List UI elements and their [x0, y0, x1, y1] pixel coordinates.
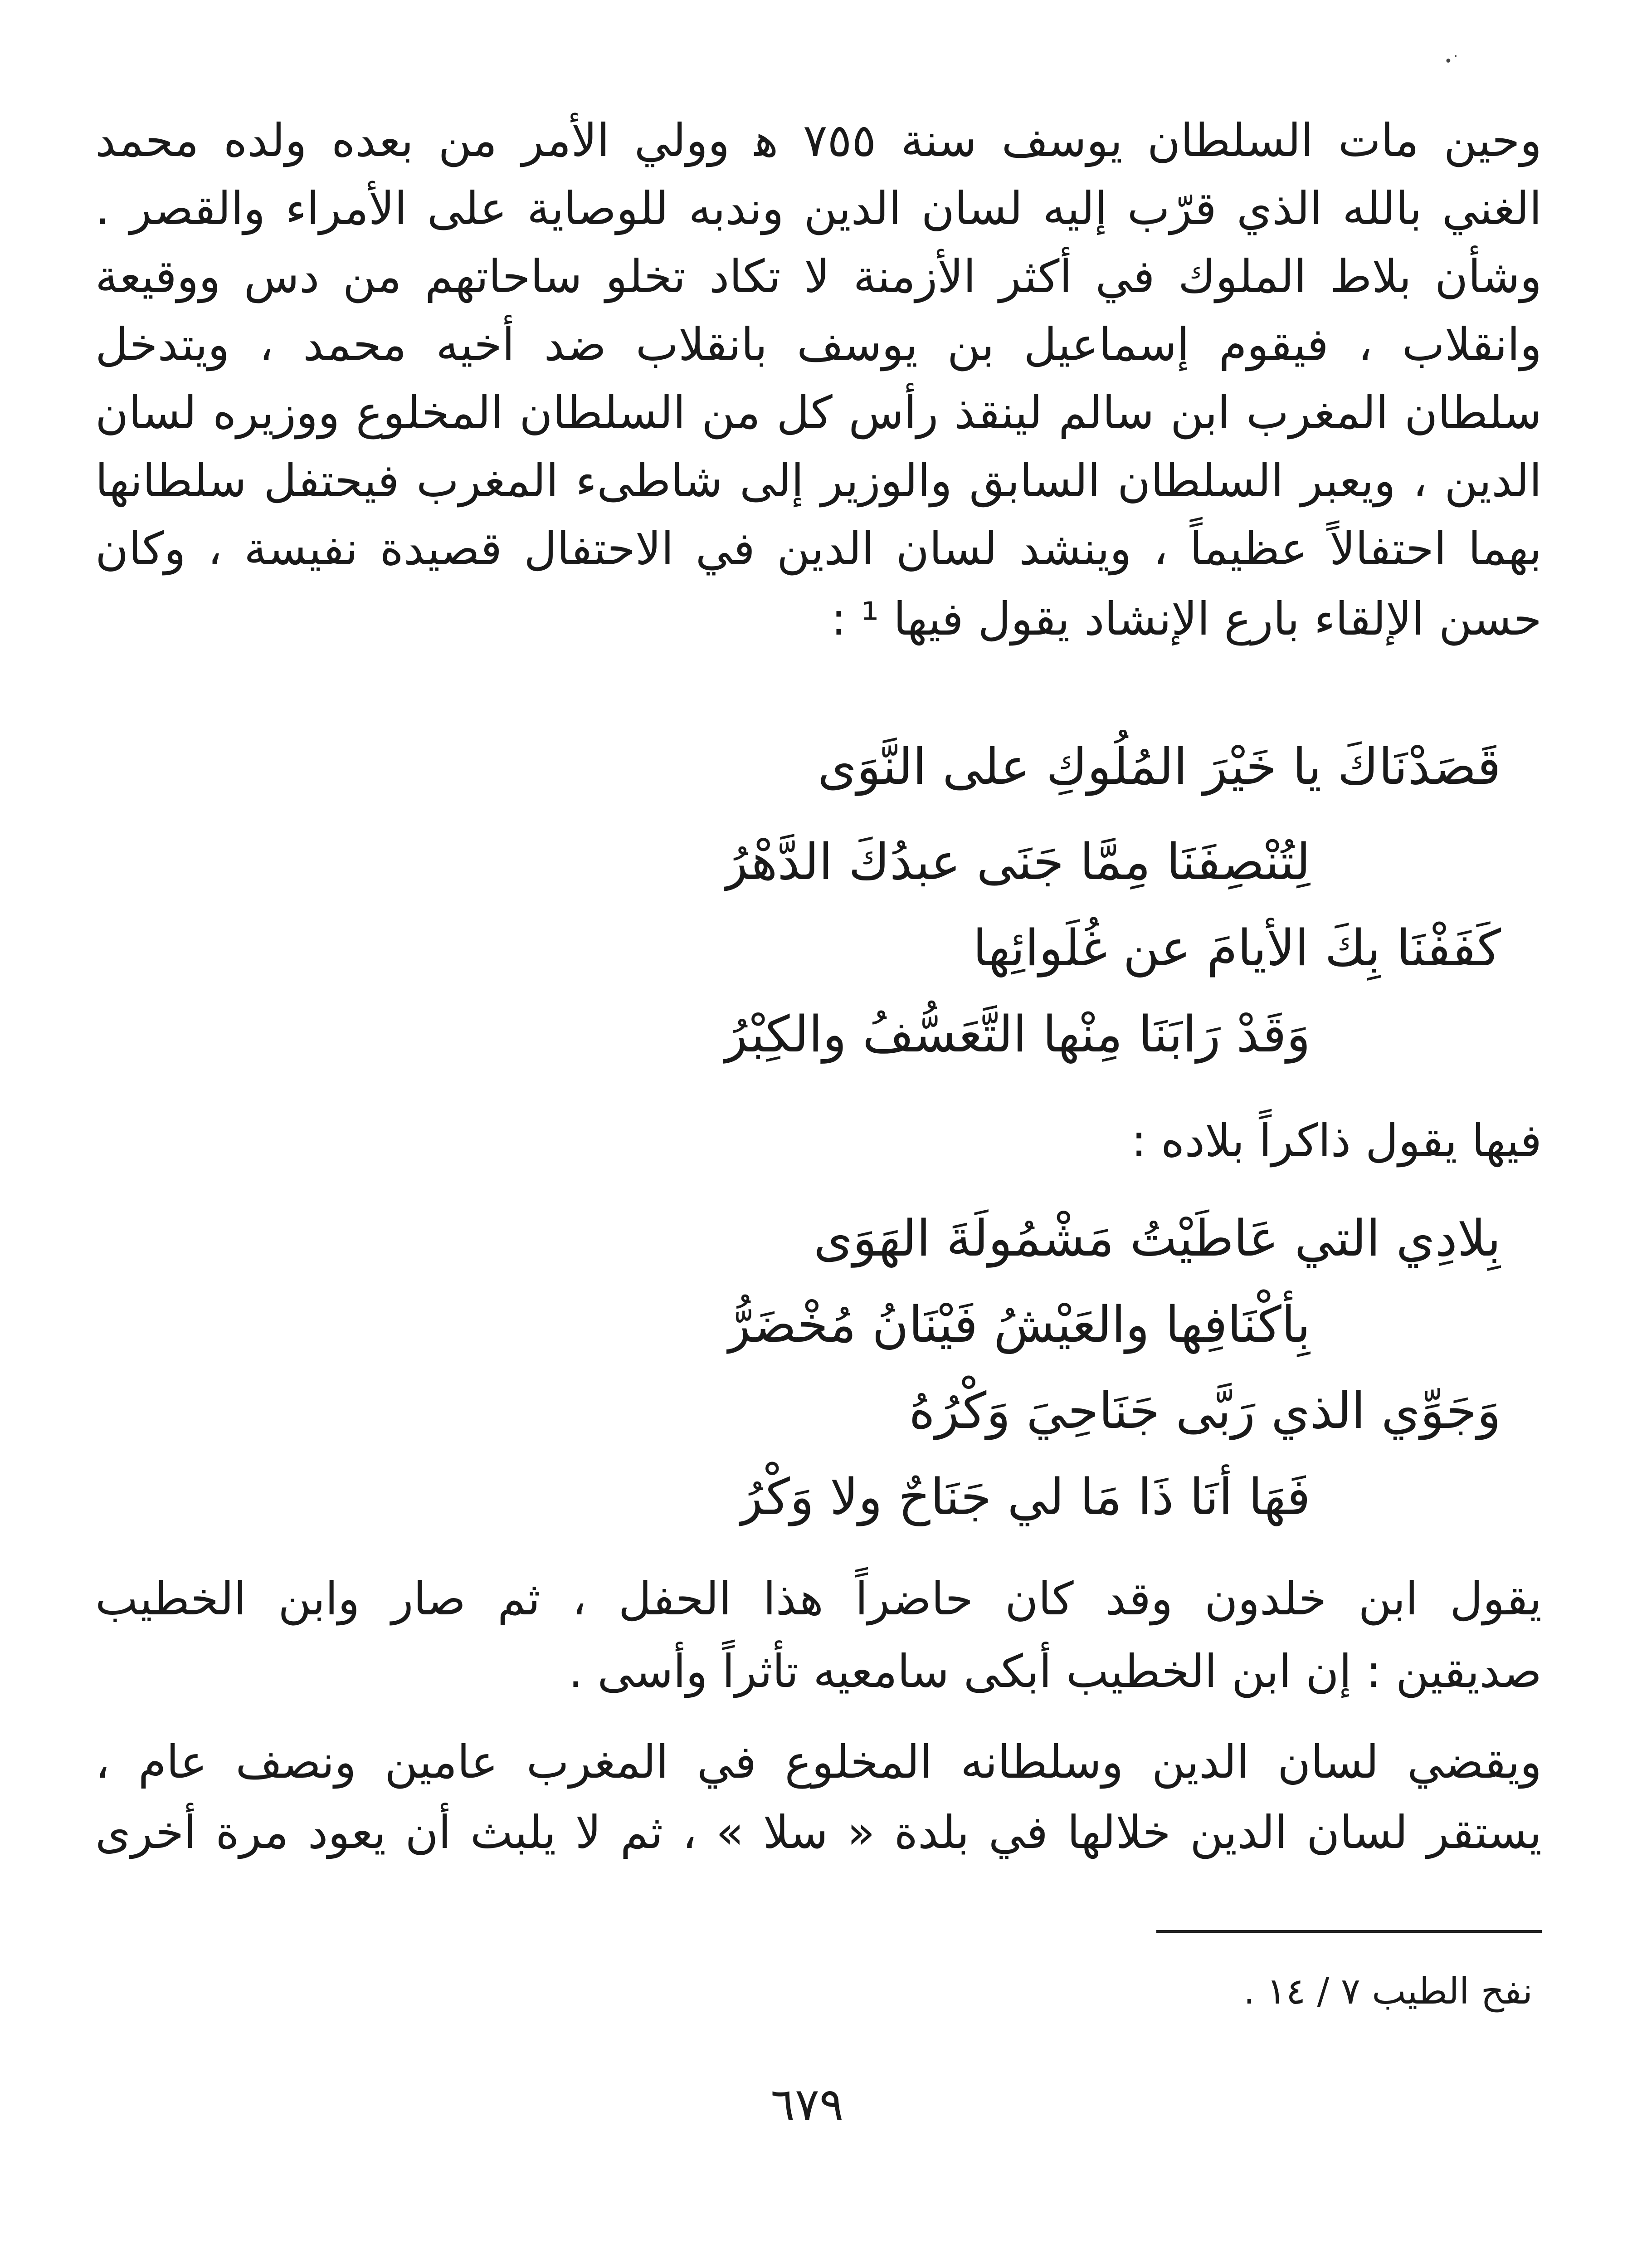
paragraph-4-line-2: يستقر لسان الدين خلالها في بلدة « سلا » ، ثم لا يلبث أن يعود مرة أخرى — [95, 1806, 1542, 1859]
paragraph-3-line-2: صديقين : إن ابن الخطيب أبكى سامعيه تأثراً وأسى . — [568, 1645, 1542, 1698]
poem-1-verse-1: قَصَدْنَاكَ يا خَيْرَ المُلُوكِ على النَّوَى — [818, 738, 1501, 796]
paragraph-1-line-2: الغني بالله الذي قرّب إليه لسان الدين وندبه للوصاية على الأمراء والقصر . — [95, 182, 1542, 235]
poem-1-verse-3: كَفَفْنَا بِكَ الأيامَ عن غُلَوائِها — [973, 919, 1501, 977]
paragraph-1-line-5: سلطان المغرب ابن سالم لينقذ رأس كل من السلطان المخلوع ووزيره لسان — [95, 386, 1542, 439]
poem-2-verse-1: بِلادِي التي عَاطَيْتُ مَشْمُولَةَ الهَوَى — [814, 1209, 1501, 1267]
poem-2-intro: فيها يقول ذاكراً بلاده : — [1131, 1114, 1542, 1167]
paragraph-1-line-6: الدين ، ويعبر السلطان السابق والوزير إلى شاطىء المغرب فيحتفل سلطانها — [95, 454, 1542, 507]
poem-1-verse-4: وَقَدْ رَابَنَا مِنْها التَّعَسُّفُ والكِبْرُ — [723, 1005, 1311, 1063]
paragraph-1-line-8: حسن الإلقاء بارع الإنشاد يقول فيها ¹ : — [831, 592, 1542, 645]
paragraph-1-line-7: بهما احتفالاً عظيماً ، وينشد لسان الدين في الاحتفال قصيدة نفيسة ، وكان — [95, 522, 1542, 575]
footnote-divider — [1156, 1930, 1542, 1933]
paragraph-4-line-1: ويقضي لسان الدين وسلطانه المخلوع في المغرب عامين ونصف عام ، — [95, 1735, 1542, 1789]
paragraph-3-line-1: يقول ابن خلدون وقد كان حاضراً هذا الحفل ، ثم صار وابن الخطيب — [95, 1572, 1542, 1625]
paragraph-1-line-4: وانقلاب ، فيقوم إسماعيل بن يوسف بانقلاب ضد أخيه محمد ، ويتدخل — [95, 318, 1542, 371]
poem-1-verse-2: لِتُنْصِفَنَا مِمَّا جَنَى عبدُكَ الدَّهْرُ — [723, 833, 1311, 891]
poem-2-verse-4: فَهَا أنَا ذَا مَا لي جَنَاحٌ ولا وَكْرُ — [738, 1468, 1311, 1526]
paragraph-1-line-1: وحين مات السلطان يوسف سنة ٧٥٥ ﻫ وولي الأمر من بعده ولده محمد — [95, 114, 1542, 167]
scan-speck: •˙ — [1444, 54, 1459, 69]
page-number: ٦٧٩ — [770, 2078, 844, 2131]
footnote: نفح الطيب ٧ / ١٤ . — [1243, 1970, 1533, 2012]
poem-2-verse-2: بِأَكْنَافِها والعَيْشُ فَيْنَانُ مُخْضَرُّ — [726, 1295, 1311, 1354]
paragraph-1-line-3: وشأن بلاط الملوك في أكثر الأزمنة لا تكاد تخلو ساحاتهم من دس ووقيعة — [95, 250, 1542, 303]
poem-2-verse-3: وَجَوِّي الذي رَبَّى جَنَاحِيَ وَكْرُهُ — [909, 1382, 1501, 1440]
